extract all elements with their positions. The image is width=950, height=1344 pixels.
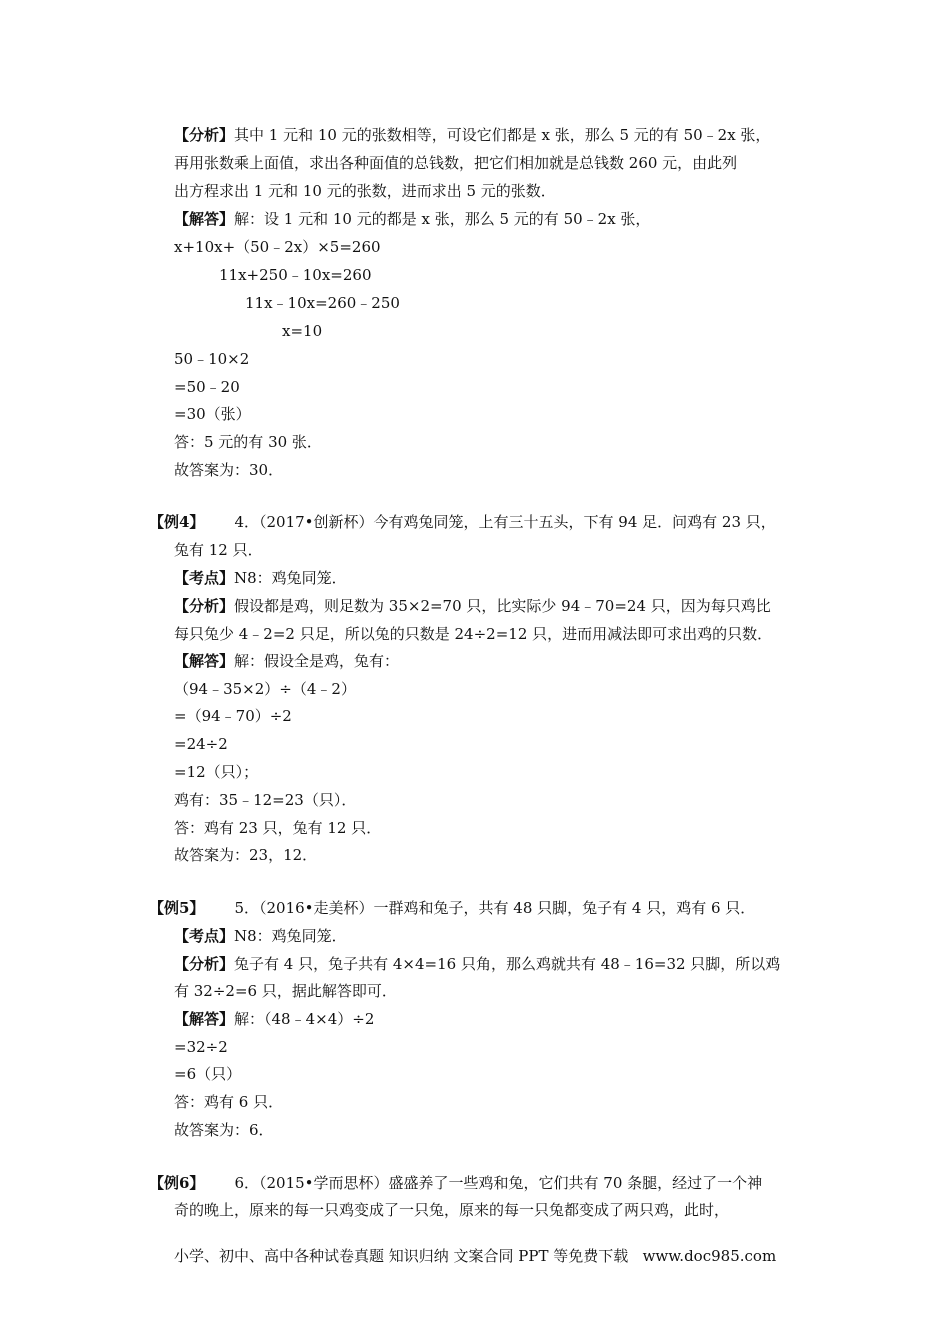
- equation-step: x=10: [282, 322, 323, 340]
- example-4-question: [149, 512, 776, 532]
- analysis-line: [174, 596, 771, 616]
- answer-tag: 【解答】: [174, 652, 235, 670]
- question-text: 兔有 12 只．: [174, 541, 263, 559]
- question-text: 4．（2017•创新杯）今有鸡兔同笼，上有三十五头，下有 94 足．问鸡有 23 只，: [234, 513, 776, 531]
- answer-tag: 【解答】: [174, 210, 235, 228]
- answer-statement: 答：鸡有 6 只．: [174, 1093, 284, 1111]
- calc-step: =30（张）: [174, 405, 251, 423]
- analysis-line: [174, 954, 780, 974]
- knowledge-point: [174, 926, 347, 946]
- analysis-line: [174, 125, 770, 145]
- question-text: 6．（2015•学而思杯）盛盛养了一些鸡和兔，它们共有 70 条腿，经过了一个神: [234, 1174, 763, 1192]
- final-answer: 故答案为：23，12．: [174, 846, 318, 864]
- answer-text: 解：假设全是鸡，兔有：: [234, 652, 400, 670]
- equation-step: x+10x+（50﹣2x）×5=260: [174, 238, 381, 256]
- final-answer: 故答案为：6．: [174, 1121, 274, 1139]
- analysis-tag: 【分析】: [174, 126, 235, 144]
- answer-line: [174, 651, 399, 671]
- knowledge-text: N8：鸡兔同笼．: [234, 927, 347, 945]
- answer-text: 解：设 1 元和 10 元的都是 x 张，那么 5 元的有 50﹣2x 张，: [234, 210, 651, 228]
- analysis-tag: 【分析】: [174, 597, 235, 615]
- analysis-line: 每只兔少 4﹣2=2 只足，所以兔的只数是 24÷2=12 只，进而用减法即可求出鸡的只数．: [174, 625, 773, 643]
- question-text: 奇的晚上，原来的每一只鸡变成了一只兔，原来的每一只兔都变成了两只鸡，此时，: [174, 1201, 730, 1219]
- final-answer: 故答案为：30．: [174, 461, 284, 479]
- answer-line: [174, 209, 650, 229]
- equation-step: 11x+250﹣10x=260: [219, 266, 372, 284]
- calc-step: =12（只）；: [174, 763, 259, 781]
- analysis-line: 出方程求出 1 元和 10 元的张数，进而求出 5 元的张数．: [174, 182, 556, 200]
- calc-step: =6（只）: [174, 1065, 242, 1083]
- analysis-line: 有 32÷2=6 只，据此解答即可．: [174, 982, 397, 1000]
- example-label: 【例4】: [149, 513, 205, 531]
- calc-step: =50﹣20: [174, 378, 240, 396]
- calc-step: 鸡有：35﹣12=23（只）．: [174, 791, 357, 809]
- equation-step: 11x﹣10x=260﹣250: [245, 294, 400, 312]
- analysis-line: 再用张数乘上面值，求出各种面值的总钱数，把它们相加就是总钱数 260 元，由此列: [174, 154, 738, 172]
- knowledge-tag: 【考点】: [174, 927, 235, 945]
- analysis-text: 兔子有 4 只，兔子共有 4×4=16 只角，那么鸡就共有 48﹣16=32 只脚，所以鸡: [234, 955, 781, 973]
- calc-step: =24÷2: [174, 735, 228, 753]
- answer-line: [174, 1009, 374, 1029]
- page-footer: 小学、初中、高中各种试卷真题 知识归纳 文案合同 PPT 等免费下载 www.doc985.com: [174, 1247, 777, 1265]
- knowledge-tag: 【考点】: [174, 569, 235, 587]
- calc-step: =32÷2: [174, 1038, 228, 1056]
- calc-step: （94﹣35×2）÷（4﹣2）: [174, 680, 356, 698]
- answer-statement: 答：鸡有 23 只，兔有 12 只．: [174, 819, 382, 837]
- example-label: 【例5】: [149, 899, 205, 917]
- question-text: 5．（2016•走美杯）一群鸡和兔子，共有 48 只脚，兔子有 4 只，鸡有 6 只．: [234, 899, 756, 917]
- answer-tag: 【解答】: [174, 1010, 235, 1028]
- example-label: 【例6】: [149, 1174, 205, 1192]
- calc-step: 50﹣10×2: [174, 350, 250, 368]
- answer-statement: 答：5 元的有 30 张．: [174, 433, 322, 451]
- calc-step: =（94﹣70）÷2: [174, 707, 292, 725]
- analysis-tag: 【分析】: [174, 955, 235, 973]
- analysis-text: 其中 1 元和 10 元的张数相等，可设它们都是 x 张，那么 5 元的有 50﹣2x 张，: [234, 126, 771, 144]
- knowledge-point: [174, 568, 347, 588]
- knowledge-text: N8：鸡兔同笼．: [234, 569, 347, 587]
- example-6-question: [149, 1173, 762, 1193]
- analysis-text: 假设都是鸡，则足数为 35×2=70 只，比实际少 94﹣70=24 只，因为每只鸡比: [234, 597, 771, 615]
- answer-text: 解：（48﹣4×4）÷2: [234, 1010, 375, 1028]
- example-5-question: [149, 898, 755, 918]
